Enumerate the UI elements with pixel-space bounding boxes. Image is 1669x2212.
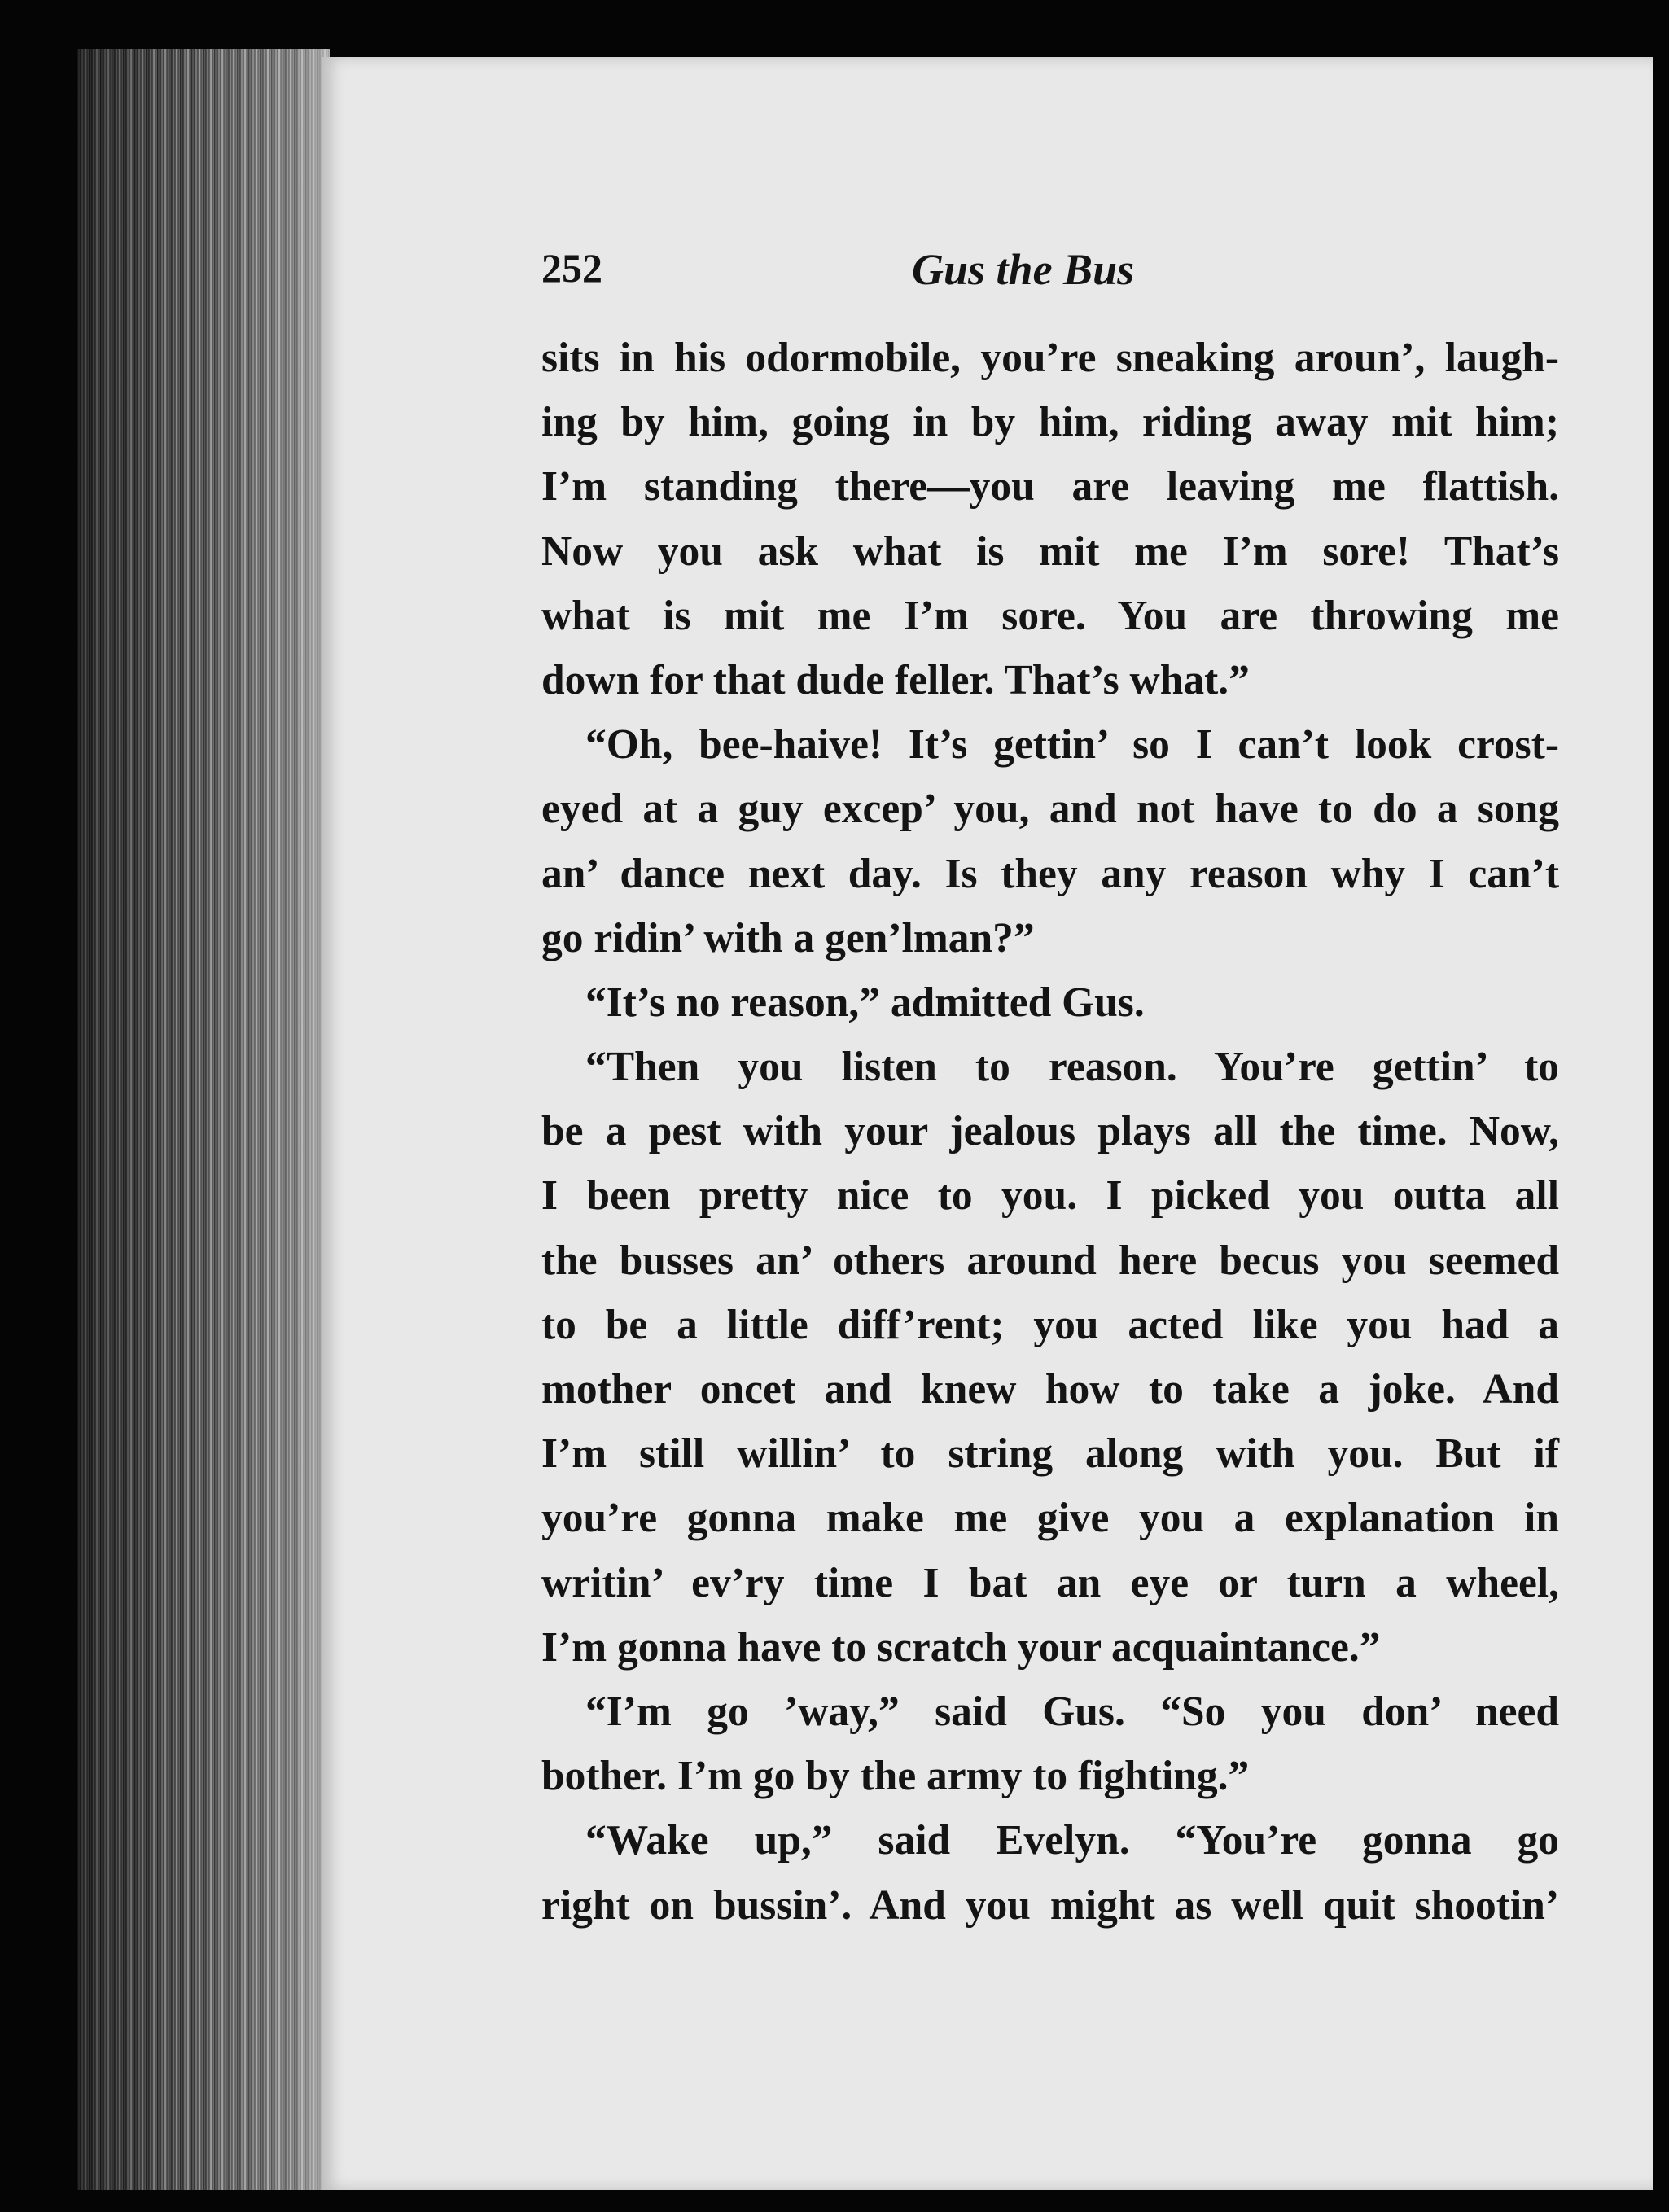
text-line: “It’s no reason,” admitted Gus. bbox=[585, 979, 1145, 1026]
book-page-edges bbox=[77, 49, 330, 2190]
text-line: an’ dance next day. Is they any reason why I can’t bbox=[541, 850, 1559, 897]
text-line: Now you ask what is mit me I’m sore! That’s bbox=[541, 528, 1559, 575]
text-line: “I’m go ’way,” said Gus. “So you don’ need bbox=[585, 1688, 1559, 1735]
text-line: go ridin’ with a gen’lman?” bbox=[541, 914, 1035, 961]
text-line: to be a little diff’rent; you acted like you had a bbox=[541, 1301, 1559, 1348]
text-line: down for that dude feller. That’s what.” bbox=[541, 656, 1250, 703]
text-line: right on bussin’. And you might as well quit shootin’ bbox=[541, 1881, 1559, 1929]
text-line: what is mit me I’m sore. You are throwing me bbox=[541, 592, 1559, 639]
running-head bbox=[541, 236, 1559, 309]
page-number: 252 bbox=[541, 245, 602, 291]
text-line: you’re gonna make me give you a explanation in bbox=[541, 1495, 1559, 1542]
text-line: the busses an’ others around here becus you seemed bbox=[541, 1237, 1559, 1284]
text-line: eyed at a guy excep’ you, and not have to do a song bbox=[541, 786, 1559, 833]
text-line: I’m still willin’ to string along with you. But if bbox=[541, 1430, 1559, 1478]
text-line: bother. I’m go by the army to fighting.” bbox=[541, 1753, 1250, 1800]
text-line: “Then you listen to reason. You’re gettin’ to bbox=[585, 1044, 1559, 1091]
text-line: I been pretty nice to you. I picked you outta all bbox=[541, 1172, 1559, 1220]
text-line: “Oh, bee-haive! It’s gettin’ so I can’t look crost- bbox=[585, 721, 1559, 769]
text-line: be a pest with your jealous plays all the time. Now, bbox=[541, 1108, 1559, 1155]
text-line: mother oncet and knew how to take a joke. And bbox=[541, 1366, 1559, 1413]
text-line: I’m gonna have to scratch your acquaintance.” bbox=[541, 1623, 1381, 1671]
text-line: sits in his odormobile, you’re sneaking aroun’, laugh- bbox=[541, 335, 1559, 381]
text-line: I’m standing there—you are leaving me flattish. bbox=[541, 463, 1559, 510]
text-line: “Wake up,” said Evelyn. “You’re gonna go bbox=[585, 1817, 1559, 1864]
text-line: ing by him, going in by him, riding away mit him; bbox=[541, 399, 1559, 446]
text-line: writin’ ev’ry time I bat an eye or turn a wheel, bbox=[541, 1559, 1559, 1606]
body-text bbox=[541, 326, 1559, 1938]
running-title: Gus the Bus bbox=[912, 245, 1135, 294]
